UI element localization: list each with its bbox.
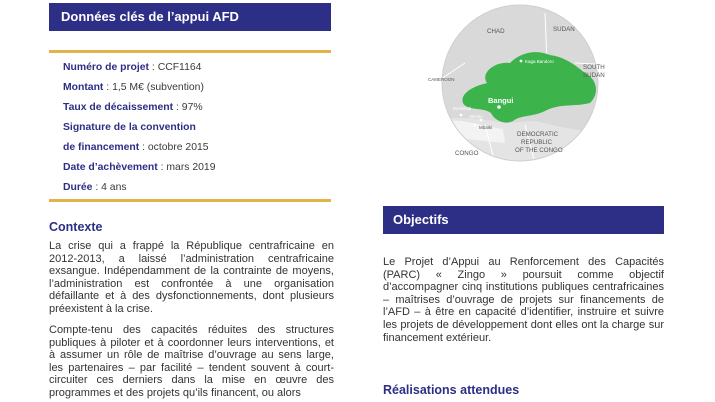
key-data-bottom-rule [49,199,331,202]
label-south-sudan-2: SUDAN [583,72,605,79]
realisations-title: Réalisations attendues [383,383,520,397]
city-mbaiki-dot [474,124,477,127]
key-row-duration: Durée : 4 ans [63,182,127,193]
key-row-signature: Signature de la convention [63,122,196,133]
label-berberati: Berbérati [453,106,472,111]
label-cameroon: CAMEROON [428,77,455,82]
label-congo: CONGO [455,150,479,157]
objectifs-header: Objectifs [383,206,664,234]
label-sudan: SUDAN [553,26,575,33]
contexte-paragraph-2: Compte-tenu des capacités réduites des structures publiques à piloter et à coordonner leurs interventions, et à assumer un rôle de maîtrise d’ouvrage au sens large, les partenaires – par facilité – tendent souvent à court-circuiter ces derniers dans la mise en œuvre des programmes et des projets qu’ils financent, ou alors [49,324,334,399]
label-south-sudan-1: SOUTH [583,64,605,71]
key-row-completion: Date d’achèvement : mars 2019 [63,162,216,173]
contexte-paragraph-1: La crise qui a frappé la République centrafricaine en 2012-2013, a laissé l’administration centrafricaine exsangue. Indépendamment de la contrainte de moyens, l’administration est confrontée à une organisation défaillante et à des dysfonctionnements, dont plusieurs préexistent à la crise. [49,240,334,315]
key-row-financing: de financement : octobre 2015 [63,142,209,153]
contexte-title: Contexte [49,220,103,234]
label-bangui: Bangui [488,96,514,105]
key-data-list [63,58,215,198]
key-row-amount: Montant : 1,5 M€ (subvention) [63,82,204,93]
key-row-disbursement: Taux de décaissement : 97% [63,102,203,113]
city-bangui-dot [497,105,501,109]
label-drc-2: REPUBLIC [521,139,552,146]
city-berberati-dot [460,114,463,117]
key-row-project-number: Numéro de projet : CCF1164 [63,62,202,73]
objectifs-text: Le Projet d’Appui au Renforcement des Capacités (PARC) « Zingo » poursuit comme objectif d’accompagner cinq institutions publiques centrafricaines – maîtrises d’ouvrage de projets sur financements de l’AFD – à être en capacité d’identifier, instruire et suivre les projets de développement dont elles ont la charge sur financement extérieur. [383,256,664,344]
key-data-top-rule [49,50,331,53]
label-drc-3: OF THE CONGO [515,147,563,154]
city-kaga-dot [520,60,523,63]
label-mbaiki: Mbaïki [479,125,493,130]
city-bimbo-dot [480,119,483,122]
label-chad: CHAD [487,28,505,35]
label-bimbo: Bimbo [470,114,483,119]
label-kaga-bandoro: Kaga Bandoro [525,59,554,64]
key-data-header: Données clés de l’appui AFD [49,3,331,31]
car-location-map [425,3,615,163]
label-drc-1: DEMOCRATIC [517,131,559,138]
